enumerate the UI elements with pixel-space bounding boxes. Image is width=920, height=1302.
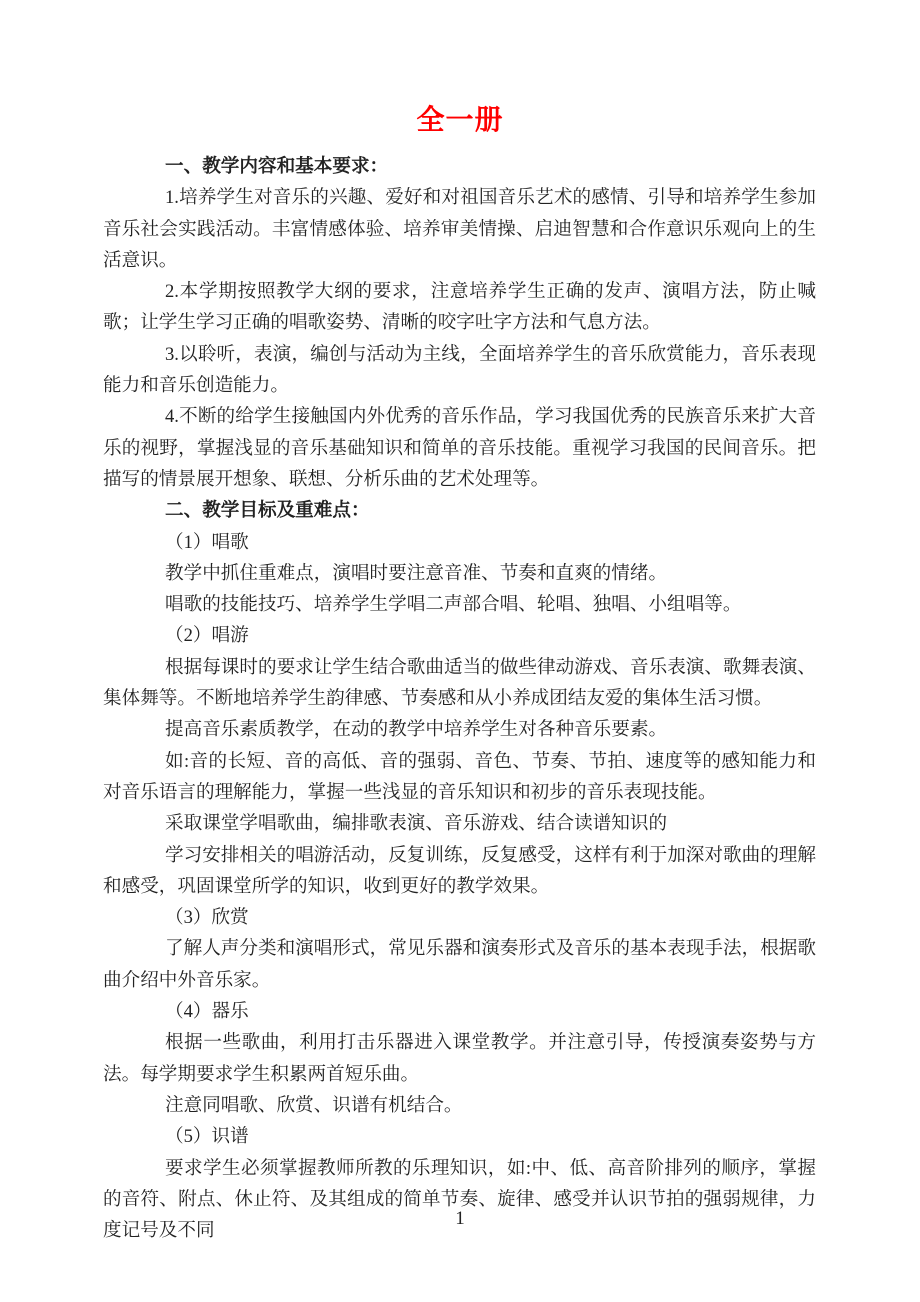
paragraph: 2.本学期按照教学大纲的要求，注意培养学生正确的发声、演唱方法，防止喊歌；让学生学习正确的唱歌姿势、清晰的咬字吐字方法和气息方法。 (103, 281, 816, 334)
paragraph: 教学中抓住重难点，演唱时要注意音准、节奏和直爽的情绪。 (165, 562, 668, 584)
paragraph: 4.不断的给学生接触国内外优秀的音乐作品，学习我国优秀的民族音乐来扩大音乐的视野，掌握浅显的音乐基础知识和简单的音乐技能。重视学习我国的民间音乐。把描写的情景展开想象、联想、分析乐曲的艺术处理等。 (103, 406, 816, 490)
paragraph: 了解人声分类和演唱形式，常见乐器和演奏形式及音乐的基本表现手法，根据歌曲介绍中外音乐家。 (103, 938, 816, 991)
paragraph: （2）唱游 (165, 625, 249, 647)
paragraph: 根据每课时的要求让学生结合歌曲适当的做些律动游戏、音乐表演、歌舞表演、集体舞等。不断地培养学生韵律感、节奏感和从小养成团结友爱的集体生活习惯。 (103, 656, 816, 710)
paragraph: 注意同唱歌、欣赏、识谱有机结合。 (165, 1094, 463, 1116)
paragraph: 1.培养学生对音乐的兴趣、爱好和对祖国音乐艺术的感情、引导和培养学生参加音乐社会实践活动。丰富情感体验、培养审美情操、启迪智慧和合作意识乐观向上的生活意识。 (103, 187, 816, 271)
paragraph: 唱歌的技能技巧、培养学生学唱二声部合唱、轮唱、独唱、小组唱等。 (165, 594, 742, 616)
paragraph: （3）欣赏 (165, 907, 249, 929)
document-body (103, 151, 816, 1246)
paragraph: 3.以聆听，表演，编创与活动为主线，全面培养学生的音乐欣赏能力，音乐表现能力和音乐创造能力。 (103, 343, 816, 397)
document-title: 全一册 (416, 105, 504, 136)
paragraph: （4）器乐 (165, 1001, 249, 1023)
paragraph: （5）识谱 (165, 1126, 249, 1148)
paragraph: 根据一些歌曲，利用打击乐器进入课堂教学。并注意引导，传授演奏姿势与方法。每学期要求学生积累两首短乐曲。 (103, 1032, 816, 1085)
paragraph: 如:音的长短、音的高低、音的强弱、音色、节奏、节拍、速度等的感知能力和对音乐语言的理解能力，掌握一些浅显的音乐知识和初步的音乐表现技能。 (103, 750, 816, 803)
section-heading: 二、教学目标及重难点： (165, 500, 370, 522)
paragraph: （1）唱歌 (165, 531, 249, 553)
paragraph: 提高音乐素质教学，在动的教学中培养学生对各种音乐要素。 (165, 719, 668, 741)
page-number: 1 (455, 1208, 465, 1229)
paragraph: 学习安排相关的唱游活动，反复训练，反复感受，这样有利于加深对歌曲的理解和感受，巩固课堂所学的知识，收到更好的教学效果。 (103, 844, 816, 897)
section-heading: 一、教学内容和基本要求： (165, 156, 389, 177)
paragraph: 要求学生必须掌握教师所教的乐理知识，如:中、低、高音阶排列的顺序，掌握的音符、附点、休止符、及其组成的简单节奏、旋律、感受并认识节拍的强弱规律，力度记号及不同 (103, 1157, 816, 1242)
paragraph: 采取课堂学唱歌曲，编排歌表演、音乐游戏、结合读谱知识的 (165, 813, 668, 835)
